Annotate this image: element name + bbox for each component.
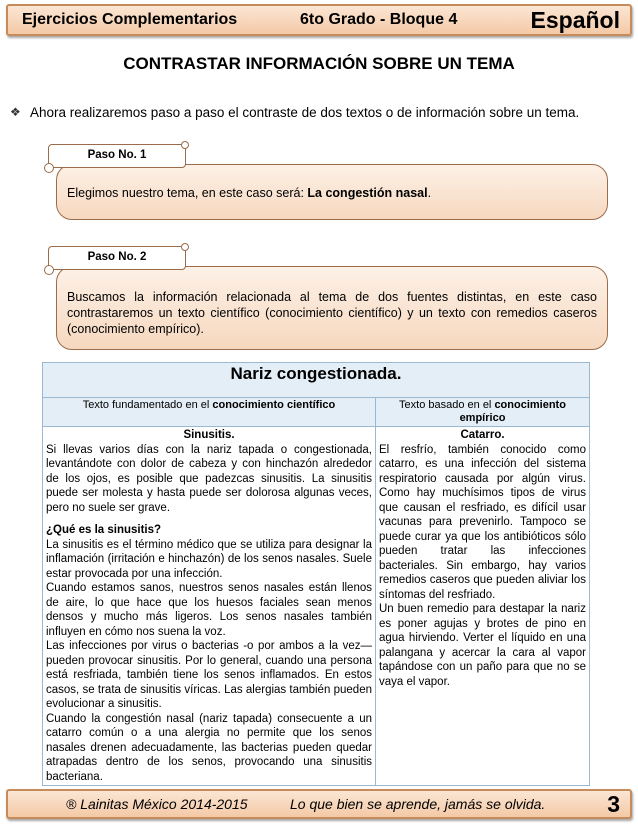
empirical-heading: Catarro. — [460, 429, 505, 441]
scientific-paragraph-2: La sinusitis es el término médico que se utiliza para designar la inflamación (irritación e hinchazón) de los senos nasales. Suele estar provocada por una infección. — [46, 538, 372, 580]
step-1-topic: La congestión nasal — [307, 186, 428, 200]
step-1-text: Elegimos nuestro tema, en este caso será: — [67, 186, 308, 200]
scientific-paragraph-5: Cuando la congestión nasal (nariz tapada) consecuente a un catarro común o a una alergia no permite que los senos nasales drenen adecuadamente, las bacterias pueden quedar atrapadas dentro de los senos, provocando una sinusitis bacteriana. — [46, 712, 372, 783]
page-header — [6, 4, 632, 36]
comparison-table — [42, 362, 590, 786]
header-series-label: Ejercicios Complementarios — [22, 11, 238, 28]
step-2-text: Buscamos la información relacionada al tema de dos fuentes distintas, en este caso contrastaremos un texto científico (conocimiento científico) y un texto con remedios caseros (conocimiento empírico). — [67, 290, 597, 336]
page-footer — [6, 789, 632, 819]
diamond-bullet-icon: ❖ — [10, 105, 21, 119]
column-header-empirical-plain: Texto basado en el — [399, 399, 495, 411]
empirical-paragraph-1: El resfrío, también conocido como catarro, es una infección del sistema respiratorio causada por algún virus. Como hay muchísimos tipos de virus que causan el resfriado, es difícil usar vacunas para prevenirlo. Tampoco se puede curar ya que los antibióticos sólo pueden tratar las infecciones bacteriales. Sin embargo, hay varios remedios caseros que pueden aliviar los síntomas del resfriado. — [379, 443, 586, 601]
spacer — [46, 515, 372, 523]
column-header-scientific-plain: Texto fundamentado en el — [82, 399, 213, 411]
step-1-label-tab: Paso No. 1 — [48, 144, 186, 168]
header-subject-label: Español — [530, 7, 620, 33]
header-grade-label: 6to Grado - Bloque 4 — [300, 11, 458, 28]
column-header-empirical — [376, 398, 590, 427]
footer-motto: Lo que bien se aprende, jamás se olvida. — [290, 796, 546, 812]
column-header-scientific — [43, 398, 376, 427]
intro-paragraph — [10, 104, 602, 121]
scientific-paragraph-1: Si llevas varios días con la nariz tapada o congestionada, levantándote con dolor de cabeza y con hinchazón alrededor de los ojos, es posible que padezcas sinusitis. La sinusitis puede ser molesta y hasta puede ser dolorosa algunas veces, pero no suele ser grave. — [46, 443, 372, 514]
table-title: Nariz congestionada. — [43, 363, 590, 398]
page-title: CONTRASTAR INFORMACIÓN SOBRE UN TEMA — [123, 54, 515, 73]
intro-text: Ahora realizaremos paso a paso el contraste de dos textos o de información sobre un tema. — [30, 105, 580, 120]
scientific-paragraph-4: Las infecciones por virus o bacterias -o por ambos a la vez— pueden provocar sinusitis. Por lo general, cuando una persona está resfriada, también tiene los senos inflamados. En estos casos, se trata de sinusitis víricas. Las alergias también pueden evolucionar a sinusitis. — [46, 640, 372, 710]
scientific-heading: Sinusitis. — [183, 429, 235, 441]
step-1-box — [56, 164, 608, 220]
empirical-paragraph-2: Un buen remedio para destapar la nariz es poner agujas y brotes de pino en agua hirviendo. Verter el líquido en una palangana y acercar la cara al vapor tapándose con un paño para que no se vaya el vapor. — [379, 603, 586, 688]
empirical-text-cell — [376, 427, 590, 786]
scientific-question: ¿Qué es la sinusitis? — [46, 524, 162, 536]
footer-copyright: ® Lainitas México 2014-2015 — [66, 796, 248, 812]
step-2-box — [56, 266, 608, 350]
column-header-empirical-bold: conocimiento empírico — [459, 399, 566, 424]
step-2-label-tab: Paso No. 2 — [48, 246, 186, 270]
page-number: 3 — [607, 791, 620, 817]
scientific-paragraph-3: Cuando estamos sanos, nuestros senos nasales están llenos de aire, lo que hace que los huesos faciales sean menos densos y mucho más ligeros. Los senos nasales también influyen en cómo nos suena la voz. — [46, 582, 372, 638]
column-header-scientific-bold: conocimiento científico — [212, 399, 336, 411]
scientific-text-cell — [43, 427, 376, 786]
step-1-period: . — [427, 186, 432, 200]
